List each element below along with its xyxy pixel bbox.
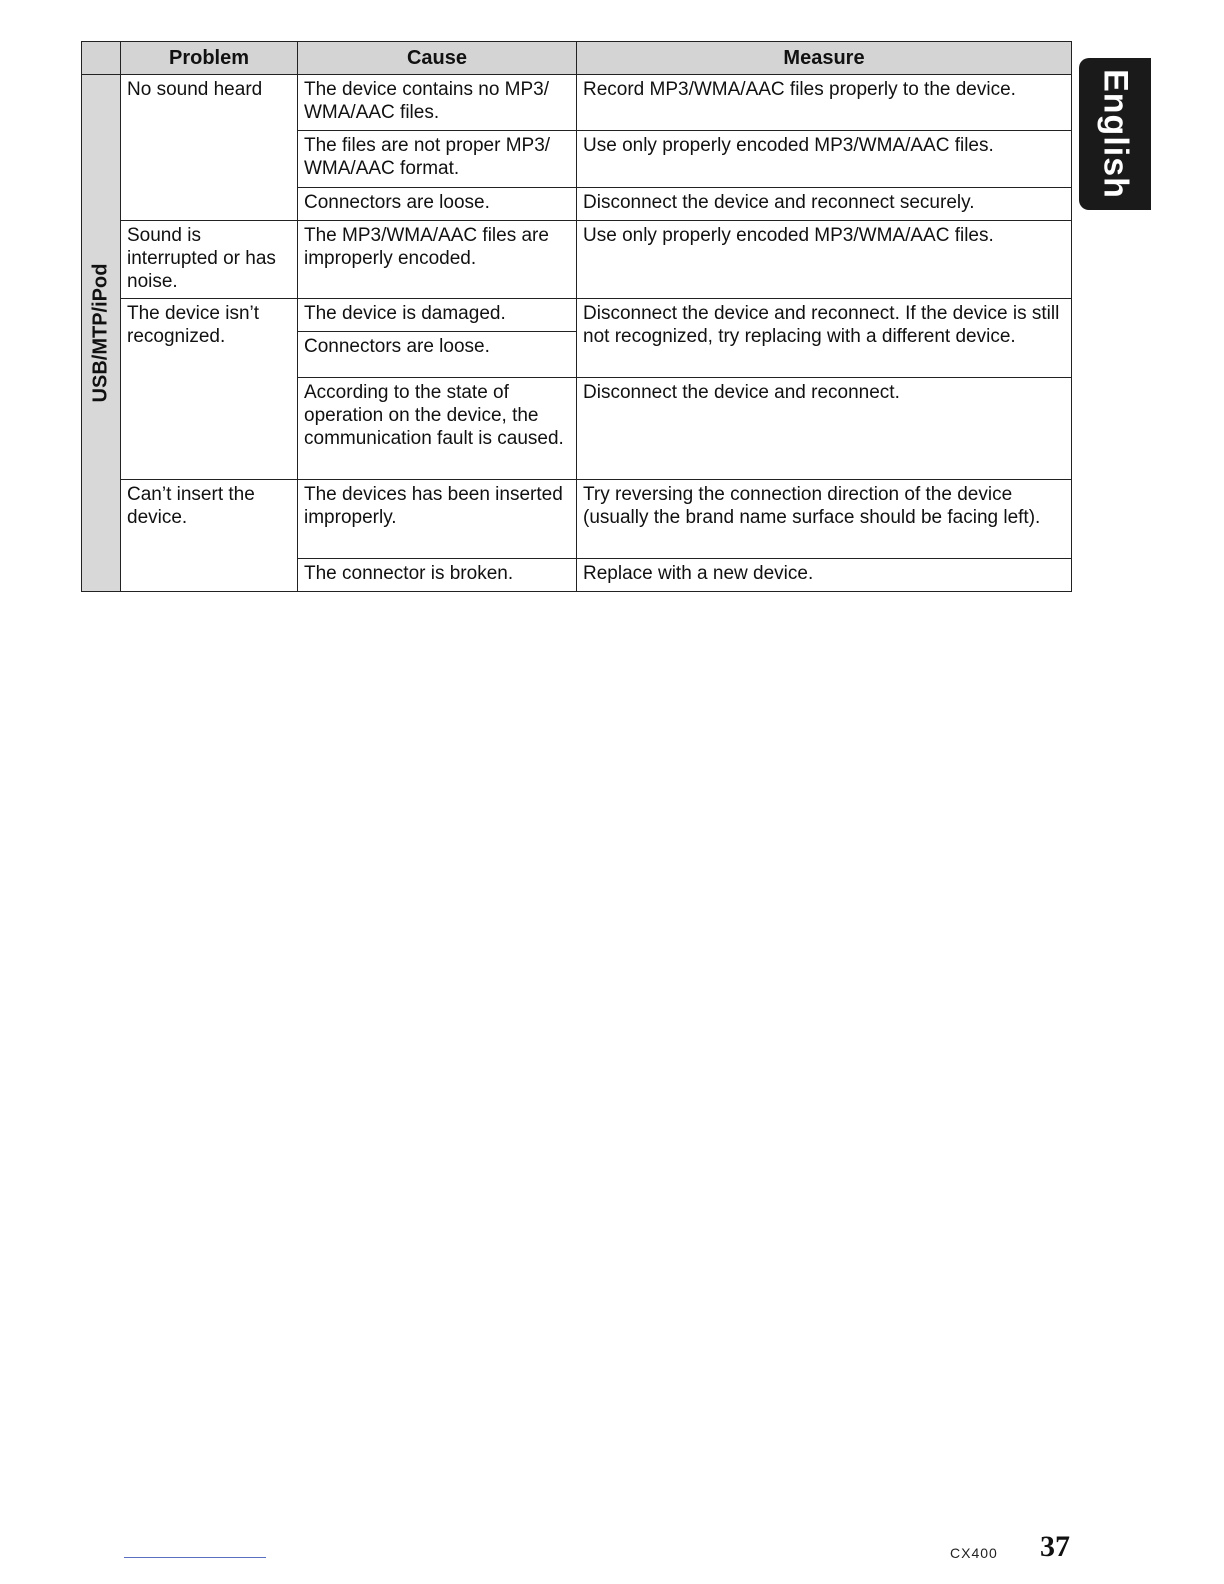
cause-cell: According to the state of operation on the device, the communication fault is caused. [298,378,577,479]
cause-cell: Connectors are loose. [298,332,577,378]
header-corner [82,42,121,75]
table-row [82,75,1072,131]
footer-rule [124,1557,266,1558]
cause-cell: The device contains no MP3/ WMA/AAC files. [298,75,577,131]
measure-cell: Disconnect the device and reconnect securely. [577,187,1072,220]
problem-cell: Can’t insert the device. [121,479,298,591]
cause-cell: The connector is broken. [298,558,577,591]
cause-cell: The MP3/WMA/AAC files are improperly encoded. [298,220,577,298]
problem-cell: No sound heard [121,75,298,221]
cause-cell: The device is damaged. [298,298,577,331]
cause-cell: Connectors are loose. [298,187,577,220]
cause-cell: The devices has been inserted improperly. [298,479,577,558]
problem-cell: Sound is interrupted or has noise. [121,220,298,298]
measure-cell: Use only properly encoded MP3/WMA/AAC files. [577,220,1072,298]
model-name: CX400 [950,1545,998,1561]
language-tab [1079,58,1151,210]
measure-cell: Disconnect the device and reconnect. If the device is still not recognized, try replacing with a different device. [577,298,1072,377]
cause-cell: The files are not proper MP3/ WMA/AAC format. [298,131,577,187]
header-problem: Problem [121,42,298,75]
measure-cell: Try reversing the connection direction of the device (usually the brand name surface should be facing left). [577,479,1072,558]
header-measure: Measure [577,42,1072,75]
measure-cell: Record MP3/WMA/AAC files properly to the device. [577,75,1072,131]
measure-cell: Use only properly encoded MP3/WMA/AAC files. [577,131,1072,187]
table-row [82,298,1072,331]
section-label: USB/MTP/iPod [89,263,112,403]
section-label-cell [82,75,121,592]
troubleshooting-table [81,41,1072,592]
measure-cell: Replace with a new device. [577,558,1072,591]
page-number: 37 [1040,1530,1070,1563]
problem-cell: The device isn’t recognized. [121,298,298,479]
language-tab-label: English [1096,69,1135,199]
measure-cell: Disconnect the device and reconnect. [577,378,1072,479]
table-row [82,479,1072,558]
header-cause: Cause [298,42,577,75]
table-header-row [82,42,1072,75]
table-row [82,220,1072,298]
